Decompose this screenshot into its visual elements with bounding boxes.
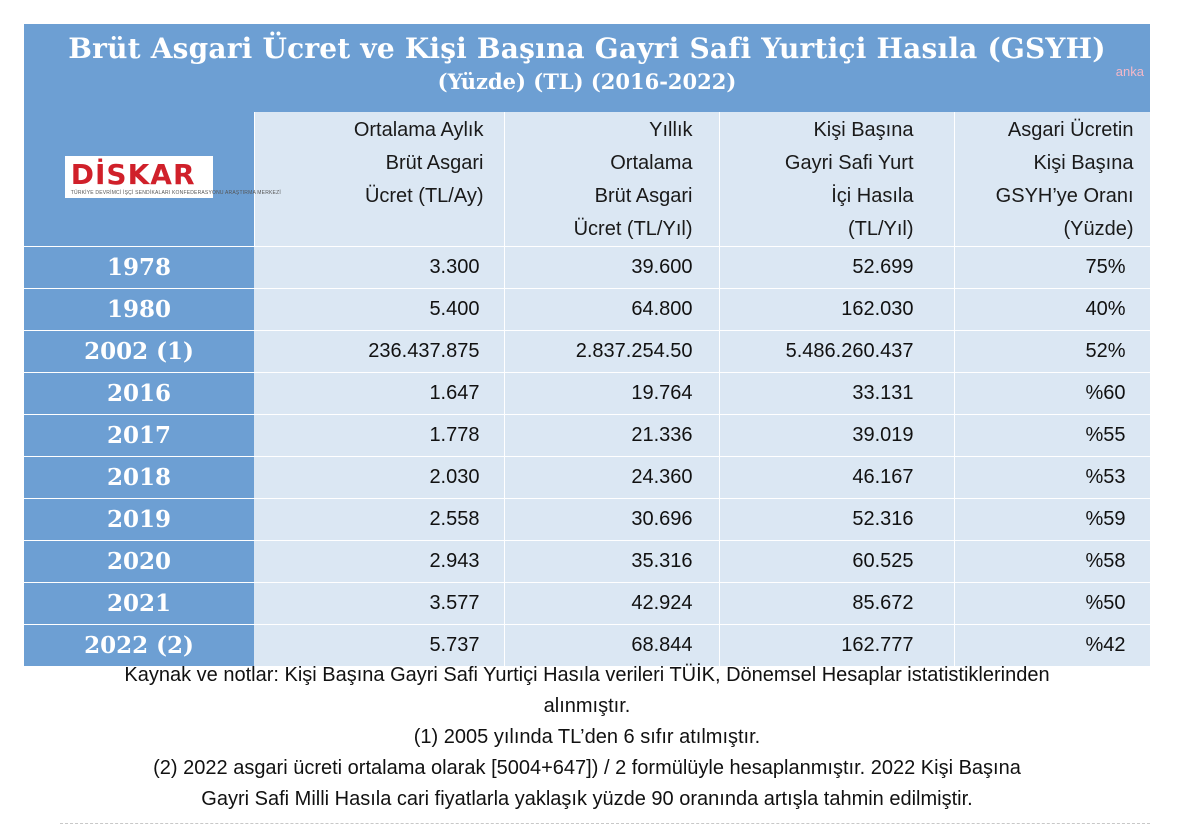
gdp-per-capita-cell: 162.777 [719, 625, 954, 667]
monthly-wage-cell: 2.030 [254, 457, 504, 499]
ratio-cell: %42 [954, 625, 1150, 667]
year-cell: 2020 [24, 541, 254, 583]
monthly-wage-cell: 3.577 [254, 583, 504, 625]
annual-wage-cell: 39.600 [504, 247, 719, 289]
annual-wage-cell: 19.764 [504, 373, 719, 415]
table-row [24, 457, 1150, 499]
year-cell: 2022 (2) [24, 625, 254, 667]
ratio-cell: 40% [954, 289, 1150, 331]
ratio-cell: %53 [954, 457, 1150, 499]
gdp-per-capita-cell: 33.131 [719, 373, 954, 415]
monthly-wage-cell: 1.647 [254, 373, 504, 415]
table-row [24, 583, 1150, 625]
ratio-cell: %60 [954, 373, 1150, 415]
header-line: Ücret (TL/Yıl) [573, 218, 693, 240]
header-line: Brüt Asgari [385, 152, 484, 174]
header-line: GSYH’ye Oranı [995, 185, 1134, 207]
header-line: (Yüzde) [1063, 218, 1134, 240]
annual-wage-cell: 24.360 [504, 457, 719, 499]
monthly-wage-cell: 2.943 [254, 541, 504, 583]
header-line: (TL/Yıl) [847, 218, 914, 240]
header-row [24, 112, 1150, 247]
ratio-cell: %59 [954, 499, 1150, 541]
header-line: Kişi Başına [813, 119, 914, 141]
logo-brand: DİSKAR [70, 157, 196, 191]
year-cell: 2018 [24, 457, 254, 499]
data-table [24, 112, 1151, 666]
gdp-per-capita-cell: 85.672 [719, 583, 954, 625]
year-cell: 1980 [24, 289, 254, 331]
ratio-cell: %58 [954, 541, 1150, 583]
note-line: alınmıştır. [543, 695, 631, 717]
source-notes [24, 660, 1150, 815]
header-line: İçi Hasıla [831, 185, 914, 207]
monthly-wage-cell: 5.400 [254, 289, 504, 331]
table-row [24, 499, 1150, 541]
header-line: Brüt Asgari [594, 185, 693, 207]
note-line: (2) 2022 asgari ücreti ortalama olarak [5004+647]) / 2 formülüyle hesaplanmıştır. 2022 Kişi Başına [153, 757, 1021, 779]
monthly-wage-cell: 5.737 [254, 625, 504, 667]
table-title: Brüt Asgari Ücret ve Kişi Başına Gayri Safi Yurtiçi Hasıla (GSYH) [68, 32, 1106, 65]
ratio-cell: %55 [954, 415, 1150, 457]
divider [60, 823, 1150, 824]
title-bar [24, 24, 1150, 112]
table-row [24, 289, 1150, 331]
header-annual-wage [504, 112, 719, 247]
header-line: Asgari Ücretin [1007, 119, 1134, 141]
year-cell: 2002 (1) [24, 331, 254, 373]
ratio-cell: %50 [954, 583, 1150, 625]
year-cell: 1978 [24, 247, 254, 289]
header-line: Ortalama [610, 152, 693, 174]
annual-wage-cell: 30.696 [504, 499, 719, 541]
table-row [24, 247, 1150, 289]
header-line: Ücret (TL/Ay) [364, 185, 484, 207]
gdp-per-capita-cell: 162.030 [719, 289, 954, 331]
diskar-logo [65, 156, 281, 198]
note-line: Gayri Safi Milli Hasıla cari fiyatlarla yaklaşık yüzde 90 oranında artışla tahmin edilmiştir. [201, 788, 973, 810]
gdp-per-capita-cell: 60.525 [719, 541, 954, 583]
annual-wage-cell: 21.336 [504, 415, 719, 457]
header-ratio [954, 112, 1150, 247]
year-cell: 2017 [24, 415, 254, 457]
monthly-wage-cell: 2.558 [254, 499, 504, 541]
annual-wage-cell: 42.924 [504, 583, 719, 625]
annual-wage-cell: 2.837.254.50 [504, 331, 719, 373]
table-row [24, 373, 1150, 415]
anka-watermark: anka [1115, 64, 1144, 79]
monthly-wage-cell: 1.778 [254, 415, 504, 457]
year-cell: 2019 [24, 499, 254, 541]
gdp-per-capita-cell: 5.486.260.437 [719, 331, 954, 373]
table-frame [24, 24, 1150, 666]
header-gdp-per-capita [719, 112, 954, 247]
gdp-per-capita-cell: 39.019 [719, 415, 954, 457]
gdp-per-capita-cell: 52.699 [719, 247, 954, 289]
annual-wage-cell: 64.800 [504, 289, 719, 331]
monthly-wage-cell: 236.437.875 [254, 331, 504, 373]
header-line: Ortalama Aylık [353, 119, 484, 141]
annual-wage-cell: 68.844 [504, 625, 719, 667]
header-monthly-wage [254, 112, 504, 247]
ratio-cell: 52% [954, 331, 1150, 373]
note-line: (1) 2005 yılında TL’den 6 sıfır atılmıştır. [413, 726, 761, 748]
logo-cell [24, 112, 281, 247]
note-line: Kaynak ve notlar: Kişi Başına Gayri Safi Yurtiçi Hasıla verileri TÜİK, Dönemsel Hesaplar istatistiklerinden [124, 664, 1050, 686]
header-line: Gayri Safi Yurt [784, 152, 914, 174]
header-line: Kişi Başına [1033, 152, 1134, 174]
table-row [24, 541, 1150, 583]
header-line: Yıllık [649, 119, 693, 141]
year-cell: 2016 [24, 373, 254, 415]
monthly-wage-cell: 3.300 [254, 247, 504, 289]
year-cell: 2021 [24, 583, 254, 625]
gdp-per-capita-cell: 52.316 [719, 499, 954, 541]
table-row [24, 331, 1150, 373]
table-subtitle: (Yüzde) (TL) (2016-2022) [437, 69, 737, 94]
logo-tagline: TÜRKİYE DEVRİMCİ İŞÇİ SENDİKALARI KONFEDERASYONU ARAŞTIRMA MERKEZİ [70, 189, 281, 196]
table-row [24, 415, 1150, 457]
ratio-cell: 75% [954, 247, 1150, 289]
gdp-per-capita-cell: 46.167 [719, 457, 954, 499]
annual-wage-cell: 35.316 [504, 541, 719, 583]
